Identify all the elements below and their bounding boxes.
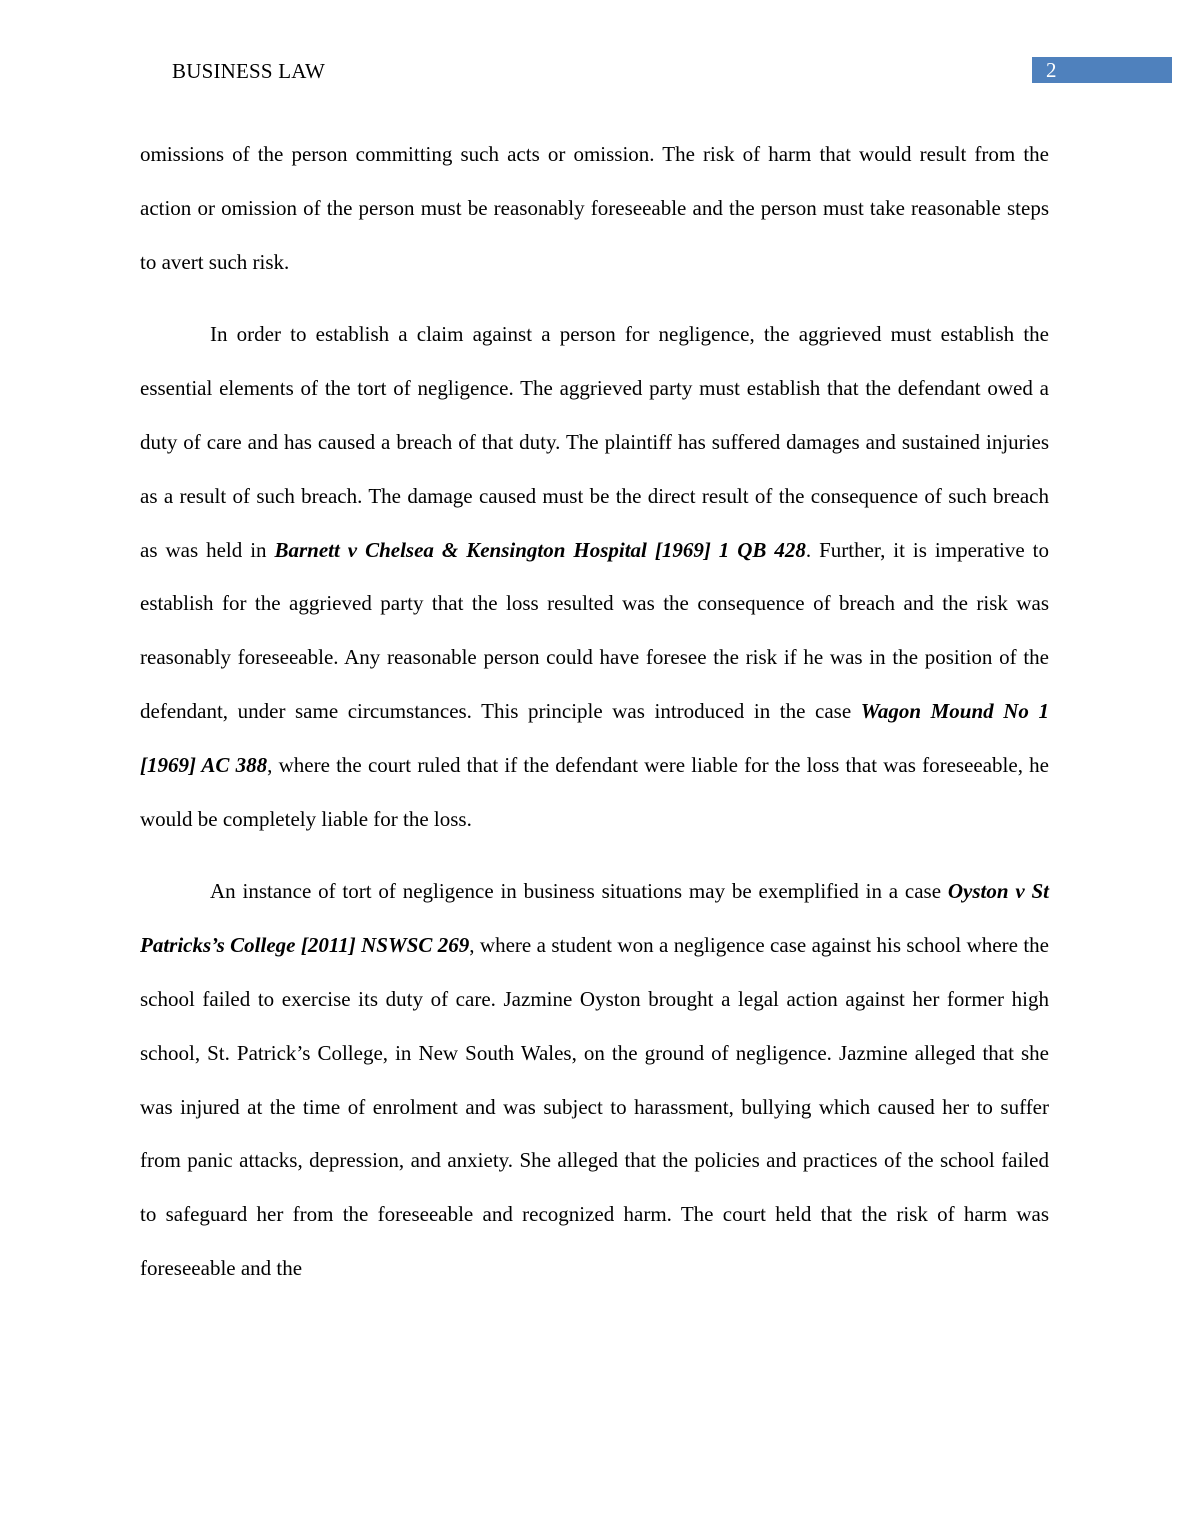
paragraph-2-text-2: . Further, it is imperative to establish for the aggrieved party that the loss resulted was the consequence of breach and the risk was reasonably foreseeable. Any reasonable person could have foresee the risk if he was in the position of the defendant, under same circumstances. This principle was introduced in the case	[140, 537, 1049, 723]
page-number: 2	[1046, 58, 1057, 82]
running-head: BUSINESS LAW	[172, 59, 325, 83]
page-number-box	[1032, 57, 1172, 83]
case-citation-wagon-mound: Wagon Mound No 1 [1969] AC 388	[140, 698, 1049, 777]
paragraph-3-text-1: An instance of tort of negligence in business situations may be exemplified in a case	[210, 879, 948, 904]
document-body	[140, 128, 1049, 1315]
paragraph-2	[140, 308, 1049, 846]
paragraph-3	[140, 865, 1049, 1295]
paragraph-2-text-1: In order to establish a claim against a person for negligence, the aggrieved must establish the essential elements of the tort of negligence. The aggrieved party must establish that the defendant owed a duty of care and has caused a breach of that duty. The plaintiff has suffered damages and sustained injuries as a result of such breach. The damage caused must be the direct result of the consequence of such breach as was held in	[140, 322, 1049, 562]
paragraph-1	[140, 128, 1049, 289]
paragraph-1-text: omissions of the person committing such acts or omission. The risk of harm that would result from the action or omission of the person must be reasonably foreseeable and the person must take reasonable steps to avert such risk.	[140, 142, 1049, 274]
paragraph-3-text-2: , where a student won a negligence case against his school where the school failed to exercise its duty of care. Jazmine Oyston brought a legal action against her former high school, St. Patrick’s College, in New South Wales, on the ground of negligence. Jazmine alleged that she was injured at the time of enrolment and was subject to harassment, bullying which caused her to suffer from panic attacks, depression, and anxiety. She alleged that the policies and practices of the school failed to safeguard her from the foreseeable and recognized harm. The court held that the risk of harm was foreseeable and the	[140, 933, 1049, 1280]
case-citation-oyston: Oyston v St Patricks’s College [2011] NSWSC 269	[140, 879, 1049, 958]
case-citation-barnett: Barnett v Chelsea & Kensington Hospital [1969] 1 QB 428	[274, 537, 806, 562]
paragraph-2-text-3: , where the court ruled that if the defendant were liable for the loss that was foreseeable, he would be completely liable for the loss.	[140, 752, 1049, 831]
